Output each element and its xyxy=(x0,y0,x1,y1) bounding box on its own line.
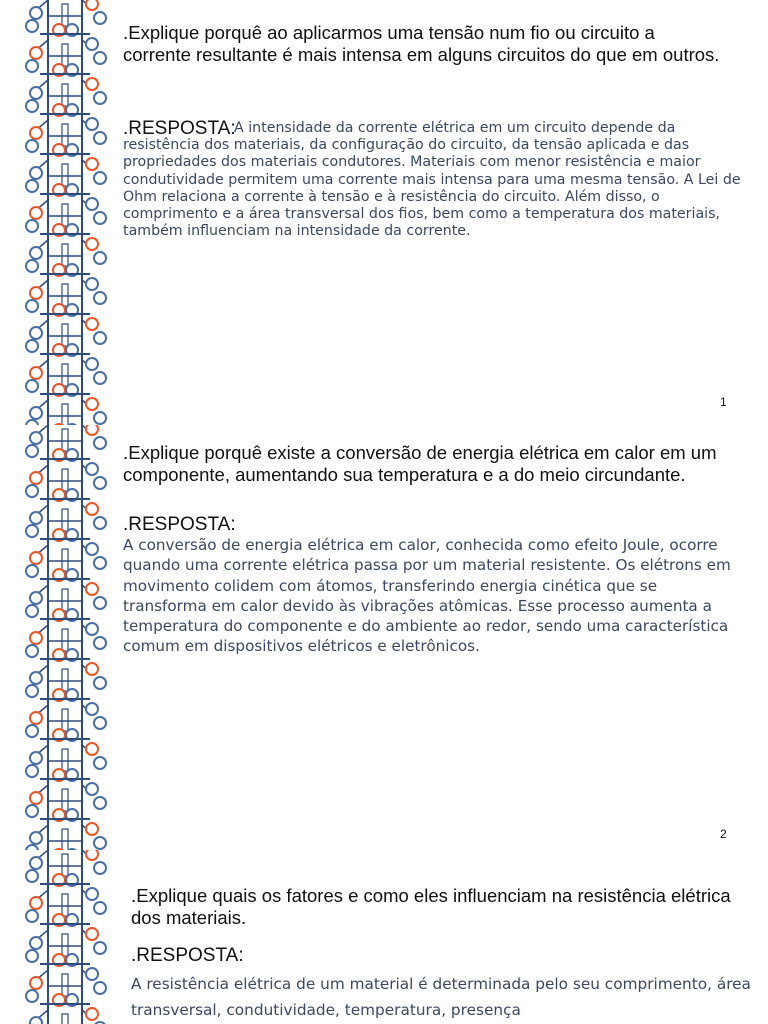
question-text: .Explique quais os fatores e como eles influenciam na resistência elétrica dos materiais. xyxy=(131,885,731,928)
question-text: .Explique porquê existe a conversão de energia elétrica em calor em um componente, aumentando sua temperatura e a do meio circundante. xyxy=(123,442,717,485)
response-label: .RESPOSTA: xyxy=(123,514,236,535)
dna-molecule-border-icon xyxy=(0,850,118,1024)
response-label: .RESPOSTA: xyxy=(123,118,236,139)
answer-text: A resistência elétrica de um material é determinada pelo seu comprimento, área transversal, condutividade, temperatura, presença xyxy=(131,975,751,1019)
bullet-dot: . xyxy=(131,945,137,966)
question-text: .Explique porquê ao aplicarmos uma tensão num fio ou circuito a corrente resultante é mais intensa em alguns circuitos do que em outros. xyxy=(123,22,720,65)
bullet-dot: . xyxy=(123,514,129,535)
slide-2 xyxy=(0,425,768,850)
slide-3 xyxy=(0,850,768,1024)
response-label: .RESPOSTA: xyxy=(131,945,244,966)
page-number: 2 xyxy=(720,827,727,841)
bullet-dot: . xyxy=(123,118,129,139)
answer-text: A intensidade da corrente elétrica em um circuito depende da resistência dos materiais, da configuração do circuito, da tensão aplicada e das propriedades dos materiais condutores. Materiais com menor resistência e maior condutividade permitem uma corrente mais intensa para uma mesma tensão. A Lei de Ohm relaciona a corrente à tensão e à resistência do circuito. Além disso, o comprimento e a área transversal dos fios, bem como a temperatura dos materiais, também influenciam na intensidade da corrente. xyxy=(123,120,741,240)
dna-molecule-border-icon xyxy=(0,425,118,850)
dna-molecule-border-icon xyxy=(0,0,118,425)
bullet-dot: . xyxy=(131,886,137,907)
slide-1 xyxy=(0,0,768,425)
page-number: 1 xyxy=(720,395,727,409)
bullet-dot: . xyxy=(123,23,129,44)
bullet-dot: . xyxy=(123,443,129,464)
answer-text: A conversão de energia elétrica em calor, conhecida como efeito Joule, ocorre quando uma corrente elétrica passa por um material resistente. Os elétrons em movimento colidem com átomos, transferindo energia cinética que se transforma em calor devido às vibrações atômicas. Esse processo aumenta a temperatura do componente e do ambiente ao redor, sendo uma característica comum em dispositivos elétricos e eletrônicos. xyxy=(123,536,731,656)
